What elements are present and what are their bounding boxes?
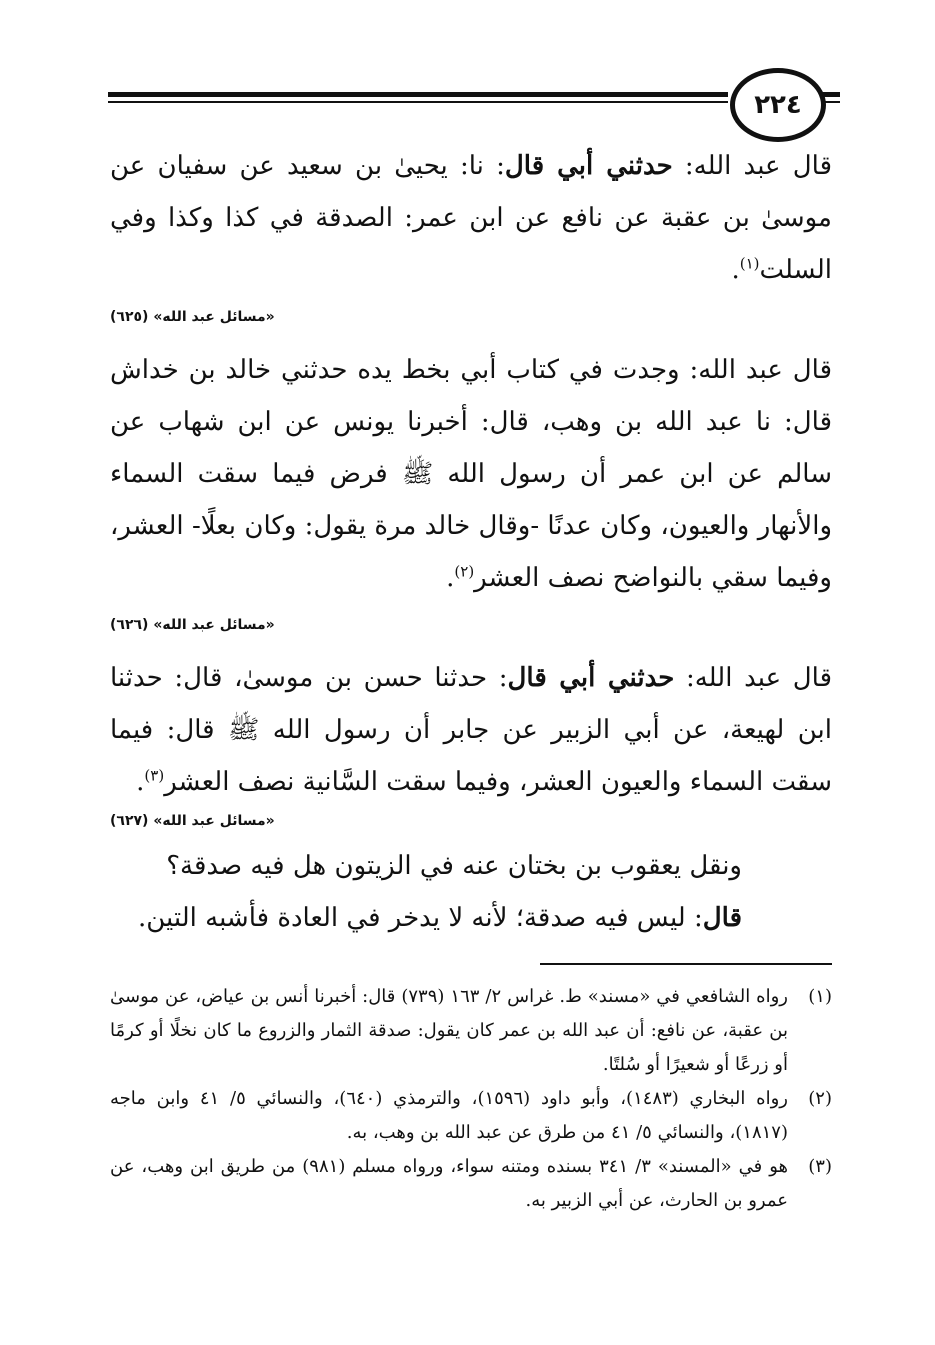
- footnote-marker[interactable]: (١): [739, 254, 760, 273]
- text-run: قال عبد الله:: [674, 663, 833, 693]
- reference-627: «مسائل عبد الله» (٦٢٧): [110, 813, 275, 829]
- paragraph-626: [110, 344, 832, 604]
- header-rule-thin: [108, 101, 728, 103]
- paragraph-627: [110, 652, 832, 808]
- main-text: [110, 140, 832, 944]
- reference-625: «مسائل عبد الله» (٦٢٥): [110, 309, 275, 325]
- footnote-number: (٢): [808, 1088, 832, 1109]
- text-run: قال عبد الله: وجدت في كتاب أبي بخط يده حدثني خالد بن خداش قال: نا عبد الله بن وهب، قال: أخبرنا يونس عن ابن شهاب عن سالم عن ابن عمر أن رسول الله ﷺ فرض فيما سقت السماء والأنهار والعيون، وكان عدنًا -وقال خالد مرة يقول: وكان بعلًا- العشر، وفيما سقي بالنواضح نصف العشر: [110, 355, 832, 593]
- footnote-3: [110, 1150, 832, 1218]
- footnote-text: هو في «المسند» ٣/ ٣٤١ بسنده ومتنه سواء، ورواه مسلم (٩٨١) من طريق ابن وهب، عن عمرو بن الحارث، عن أبي الزبير به.: [110, 1156, 788, 1211]
- page-number: ٢٢٤: [730, 68, 826, 142]
- reference-626: «مسائل عبد الله» (٦٢٦): [110, 617, 275, 633]
- footnote-marker[interactable]: (٢): [454, 562, 475, 581]
- paragraph-625: [110, 140, 832, 296]
- footnote-2: [110, 1082, 832, 1150]
- text-run: .: [731, 255, 740, 285]
- footnote-text: رواه البخاري (١٤٨٣)، وأبو داود (١٥٩٦)، والترمذي (٦٤٠)، والنسائي ٥/ ٤١ وابن ماجه (١٨١٧)، والنسائي ٥/ ٤١ من طرق عن عبد الله بن وهب، به.: [110, 1088, 788, 1143]
- question-line: ونقل يعقوب بن بختان عنه في الزيتون هل فيه صدقة؟: [166, 851, 742, 881]
- footnote-number: (٣): [808, 1156, 832, 1177]
- footnotes: [110, 980, 832, 1218]
- footnote-text: رواه الشافعي في «مسند» ط. غراس ٢/ ١٦٣ (٧٣٩) قال: أخبرنا أنس بن عياض، عن موسىٰ بن عقبة، عن نافع: أن عبد الله بن عمر كان يقول: صدقة الثمار والزروع ما كان نخلًا أو كرمًا أو زرعًا أو شعيرًا أو سُلتًا.: [110, 986, 788, 1075]
- page-header: [108, 68, 840, 138]
- text-run: : حدثنا حسن بن موسىٰ، قال: حدثنا ابن لهيعة، عن أبي الزبير عن جابر أن رسول الله ﷺ قال: فيما سقت السماء والعيون العشر، وفيما سقت السَّانية نصف العشر: [110, 663, 832, 797]
- answer-line: [110, 892, 832, 944]
- footnote-marker[interactable]: (٣): [144, 766, 165, 785]
- text-run: قال عبد الله:: [672, 151, 833, 181]
- text-run: : نا: يحيىٰ بن سعيد عن سفيان عن موسىٰ بن عقبة عن نافع عن ابن عمر: الصدقة في كذا وكذا وفي السلت: [110, 151, 832, 285]
- text-run: .: [136, 767, 145, 797]
- footnote-number: (١): [808, 986, 832, 1007]
- text-run: .: [446, 563, 455, 593]
- footnote-separator: [540, 963, 832, 965]
- answer-text: : ليس فيه صدقة؛ لأنه لا يدخر في العادة فأشبه التين.: [137, 903, 703, 933]
- text-run-bold: حدثني أبي قال: [507, 663, 675, 693]
- footnote-1: [110, 980, 832, 1082]
- header-rule: [108, 92, 728, 97]
- text-run-bold: حدثني أبي قال: [504, 151, 673, 181]
- answer-label: قال: [702, 903, 742, 933]
